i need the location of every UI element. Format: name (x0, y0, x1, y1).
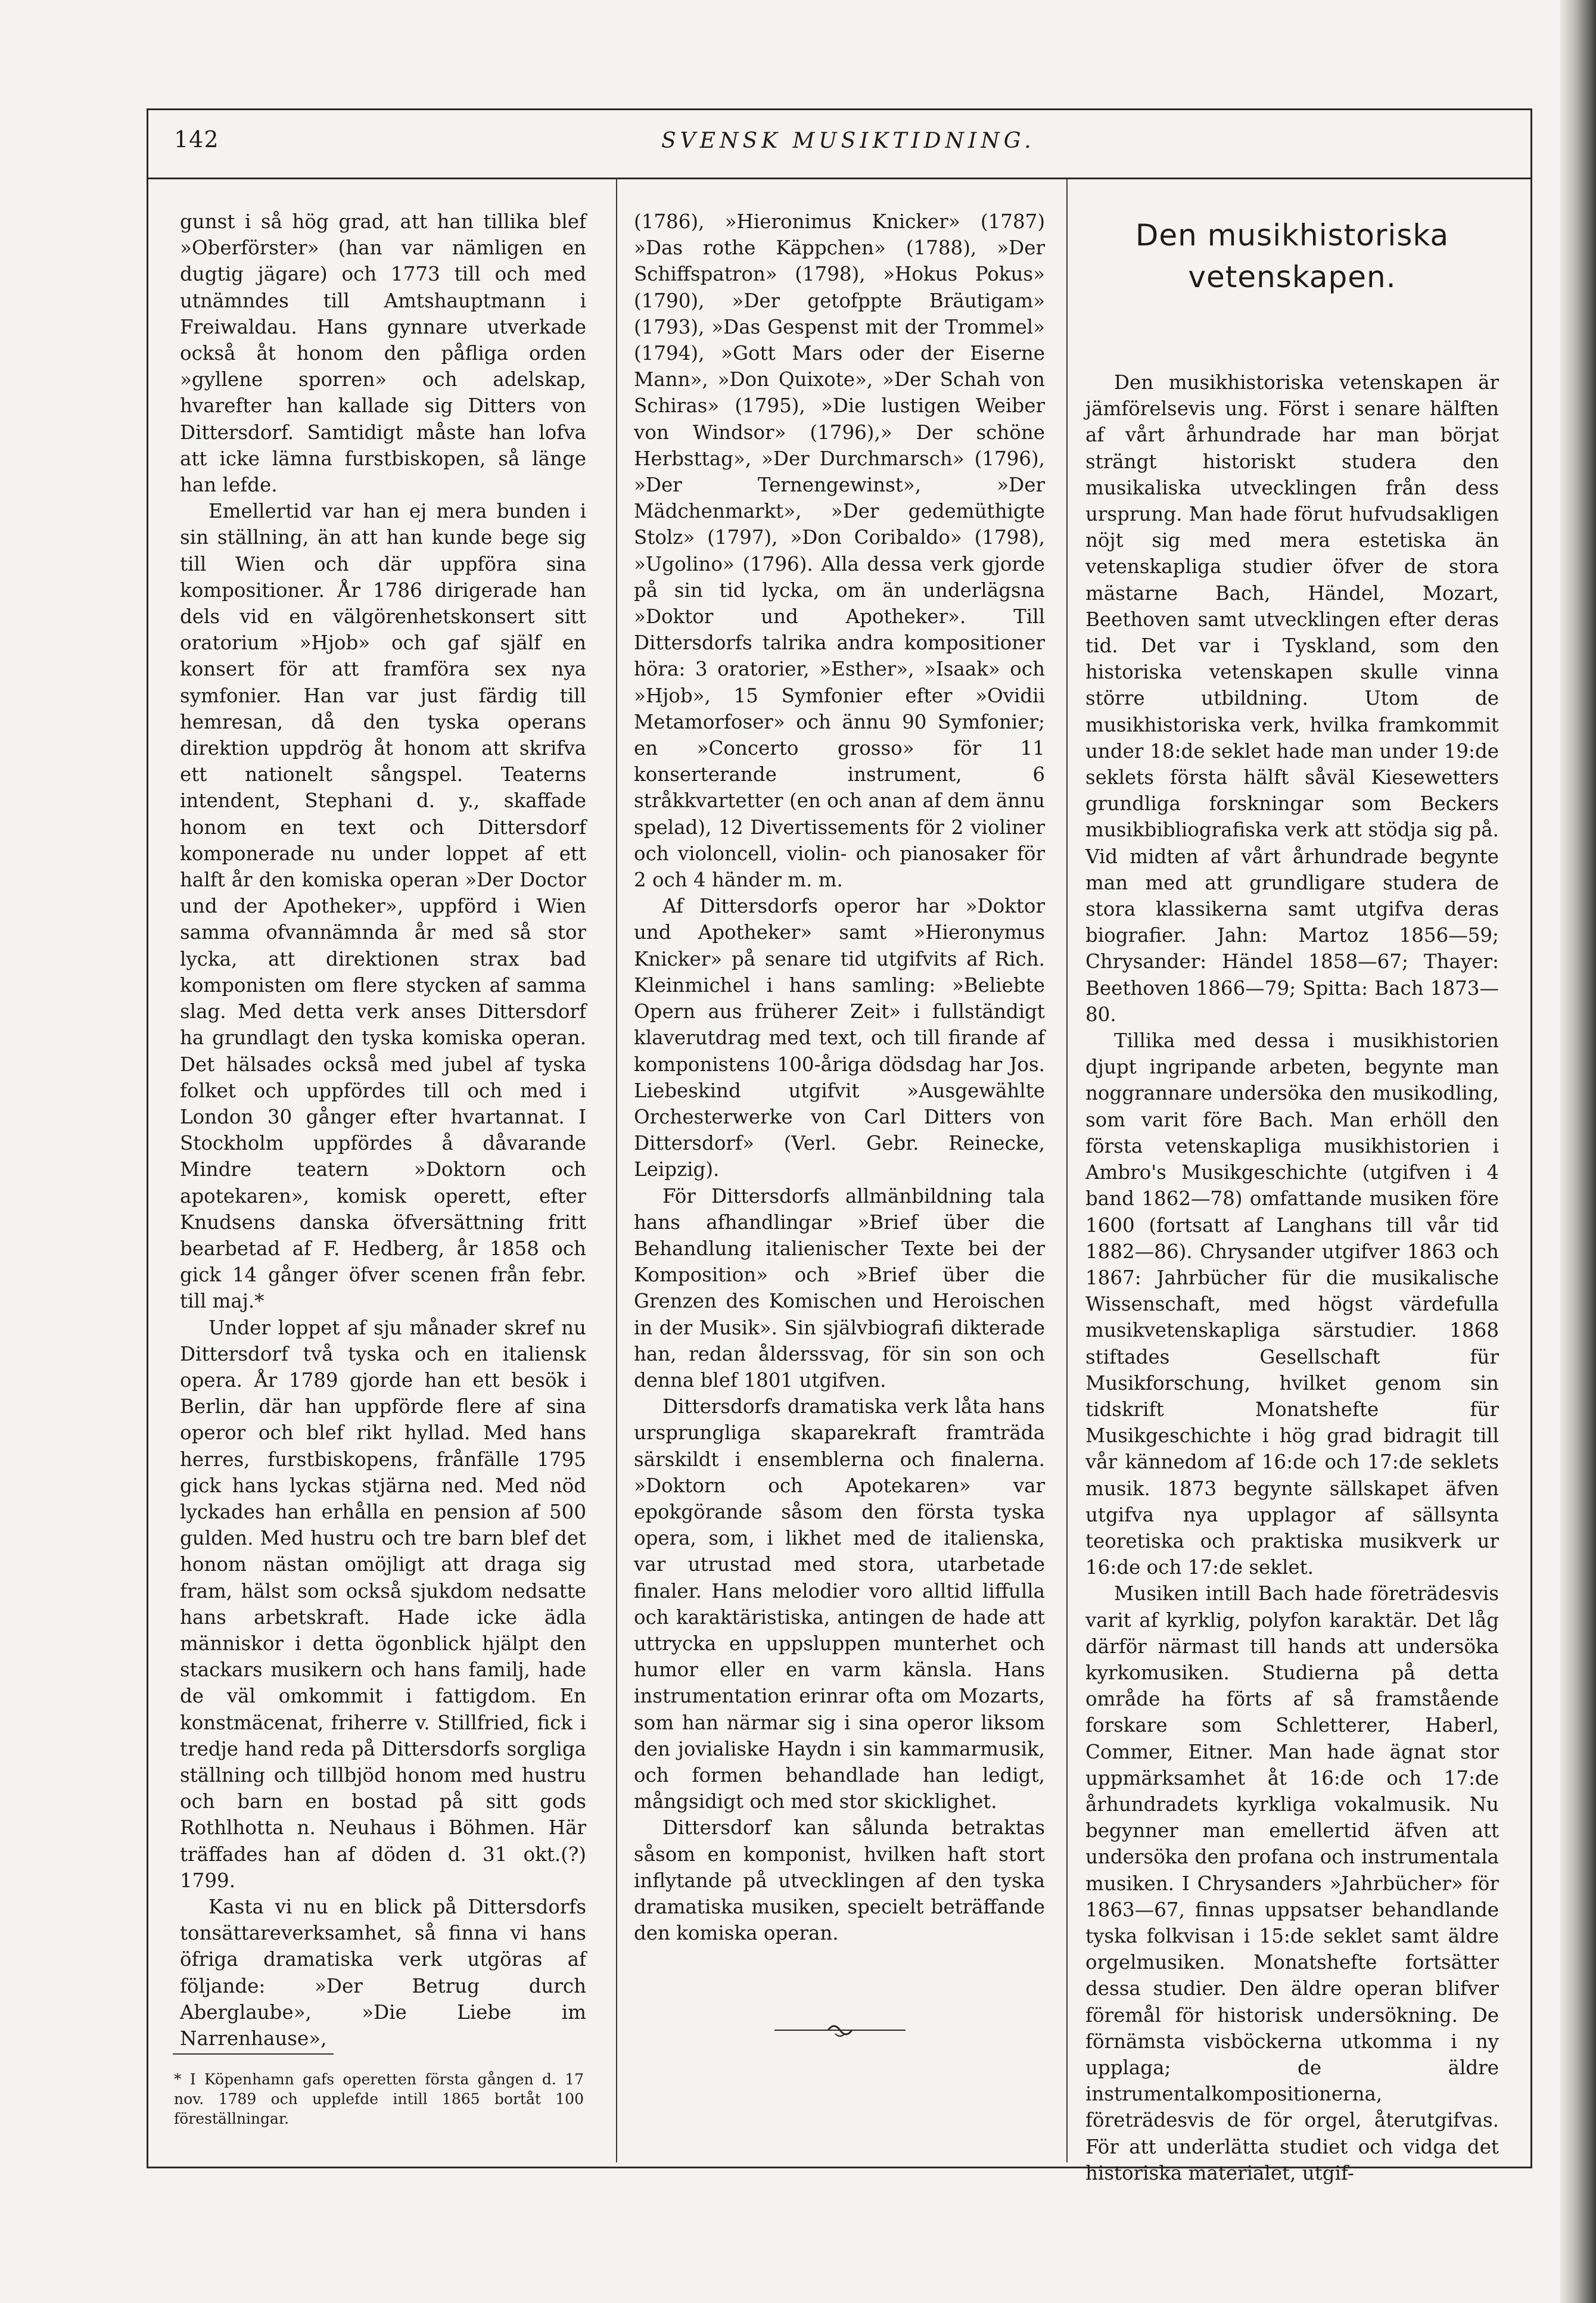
paragraph: Tillika med dessa i musikhistorien djupt ingripande arbeten, begynte man noggrannare undersöka den musikodling, som varit före Bach. Man erhöll den första vetenskapliga musikhistorien i Ambro's Musikgeschichte (utgifven i 4 band 1862—78) omfattande musiken före 1600 (fortsatt af Langhans till vår tid 1882—86). Chrysander utgifver 1863 och 1867: Jahrbücher für die musikalische Wissenschaft, med högst värdefulla musikvetenskapliga särstudier. 1868 stiftades Gesellschaft für Musikforschung, hvilket genom sin tidskrift Monatshefte für Musikgeschichte i hög grad bidragit till vår kännedom af 16:de och 17:de seklets musik. 1873 begynte sällskapet äfven utgifva nya upplagor af sällsynta teoretiska och praktiska musikverk ur 16:de och 17:de seklet. (1085, 1029, 1499, 1579)
paragraph: Under loppet af sju månader skref nu Dittersdorf två tyska och en italiensk opera. År 1789 gjorde han ett besök i Berlin, där han uppförde flere af sina operor och blef rikt hyllad. Med hans herres, furstbiskopens, frånfälle 1795 gick hans lyckas stjärna ned. Med nöd lyckades han erhålla en pension af 500 gulden. Med hustru och tre barn blef det honom nästan omöjligt att draga sig fram, hälst som också sjukdom nedsatte hans arbetskraft. Hade icke ädla människor i detta ögonblick hjälpt den stackars musikern och hans familj, hade de väl omkommit i fattigdom. En konstmäcenat, friherre v. Stillfried, fick i tredje hand reda på Dittersdorfs sorgliga ställning och tillbjöd honom med hustru och barn en bostad på sitt gods Rothlhotta n. Neuhaus i Böhmen. Här träffades han af döden d. 31 okt.(?) 1799. (180, 1316, 586, 1892)
column-1 (180, 208, 586, 2052)
paragraph: Dittersdorfs dramatiska verk låta hans ursprungliga skaparekraft framträda särskildt i ensemblerna och finalerna. »Doktorn och Apotekaren» var epokgörande såsom den första tyska opera, som, i likhet med de italienska, var utrustad med stora, utarbetade finaler. Hans melodier voro alltid liffulla och karaktäristiska, antingen de hade att uttrycka en uppsluppen munterhet och humor eller en varm känsla. Hans instrumentation erinrar ofta om Mozarts, som han närmar sig i sina operor liksom den jovialiske Haydn i sin kammarmusik, och formen behandlade han ledigt, mångsidigt och med stor skicklighet. (634, 1395, 1045, 1813)
header-rule (147, 178, 1532, 179)
footnote-rule (173, 2053, 334, 2055)
paragraph: Den musikhistoriska vetenskapen är jämförelsevis ung. Först i senare hälften af vårt århundrade har man börjat strängt historiskt studera den musikaliska utvecklingen från dess ursprung. Man hade förut hufvudsakligen nöjt sig med mera estetiska än vetenskapliga studier öfver de stora mästarne Bach, Händel, Mozart, Beethoven samt utvecklingen efter deras tid. Det var i Tyskland, som den historiska vetenskapen skulle vinna större utbildning. Utom de musikhistoriska verk, hvilka framkommit under 18:de seklet hade man under 19:de seklets första hälft såväl Kiesewetters grundliga forskningar som Beckers musikbibliografiska verk att stödja sig på. Vid midten af vårt århundrade begynte man med att grundligare studera de stora klassikerna samt utgifva deras biografier. Jahn: Martoz 1856—59; Chrysander: Händel 1858—67; Thayer: Beethoven 1866—79; Spitta: Bach 1873—80. (1085, 371, 1499, 1026)
column-2 (634, 208, 1045, 1946)
running-head: SVENSK MUSIKTIDNING. (661, 129, 1035, 153)
ornament-flourish-icon (769, 2019, 911, 2043)
column-divider-1 (616, 179, 617, 2162)
paragraph: Dittersdorf kan sålunda betraktas såsom en komponist, hvilken haft stort inflytande på utvecklingen af den tyska dramatiska musiken, specielt beträffande den komiska operan. (634, 1816, 1045, 1945)
column-divider-2 (1066, 179, 1068, 2162)
paragraph: Musiken intill Bach hade företrädesvis varit af kyrklig, polyfon karaktär. Det låg därför närmast till hands att undersöka kyrkomusiken. Studierna på detta område ha förts af så framstående forskare som Schletterer, Haberl, Commer, Eitner. Man hade ägnat stor uppmärksamhet åt 16:de och 17:de århundradets kyrkliga vokalmusik. Nu begynner man emellertid äfven att undersöka den profana och instrumentala musiken. I Chrysanders »Jahrbücher» för 1863—67, finnas uppsatser behandlande tyska folkvisan i 15:de seklet samt äldre orgelmusiken. Monatshefte fortsätter dessa studier. Den äldre operan blifver föremål för historisk undersökning. De förnämsta visböckerna utkomma i ny upplaga; de äldre instrumentalkompositionerna, företrädesvis de för orgel, återutgifvas. För att underlätta studiet och vidga det historiska materialet, utgif- (1085, 1582, 1499, 2184)
article-title: Den musikhistoriska vetenskapen. (1135, 218, 1449, 294)
paragraph: Kasta vi nu en blick på Dittersdorfs tonsättareverksamhet, så finna vi hans öfriga dramatiska verk utgöras af följande: »Der Betrug durch Aberglaube», »Die Liebe im Narrenhause», (180, 1896, 586, 2050)
scan-edge-shadow (1560, 0, 1596, 2303)
page-number: 142 (174, 126, 219, 153)
paragraph: Emellertid var han ej mera bunden i sin ställning, än att han kunde bege sig till Wien och där uppföra sina kompositioner. År 1786 dirigerade han dels vid en välgörenhetskonsert sitt oratorium »Hjob» och gaf själf en konsert för att framföra sex nya symfonier. Han var just färdig till hemresan, då den tyska operans direktion uppdrög åt honom att skrifva ett nationelt sångspel. Teaterns intendent, Stephani d. y., skaffade honom en text och Dittersdorf komponerade nu under loppet af ett halft år den komiska operan »Der Doctor und der Apotheker», uppförd i Wien samma ofvannämnda år med så stor lycka, att direktionen strax bad komponisten om flere stycken af samma slag. Med detta verk anses Dittersdorf ha grundlagt den tyska komiska operan. Det hälsades också med jubel af tyska folket och uppfördes till och med i London 30 gånger efter hvartannat. I Stockholm uppfördes å dåvarande Mindre teatern »Doktorn och apotekaren», komisk operett, efter Knudsens danska öfversättning fritt bearbetad af F. Hedberg, år 1858 och gick 14 gånger öfver scenen från febr. till maj.* (180, 500, 586, 1313)
paragraph: Af Dittersdorfs operor har »Doktor und Apotheker» samt »Hieronymus Knicker» på senare tid utgifvits af Rich. Kleinmichel i hans samling: »Beliebte Opern aus früherer Zeit» i fullständigt klaverutdrag med text, och till firande af komponistens 100-åriga dödsdag har Jos. Liebeskind utgifvit »Ausgewählte Orchesterwerke von Carl Ditters von Dittersdorf» (Verl. Gebr. Reinecke, Leipzig). (634, 895, 1045, 1181)
paragraph: (1786), »Hieronimus Knicker» (1787) »Das rothe Käppchen» (1788), »Der Schiffspatron» (1798), »Hokus Pokus» (1790), »Der getofppte Bräutigam» (1793), »Das Gespenst mit der Trommel» (1794), »Gott Mars oder der Eiserne Mann», »Don Quixote», »Der Schah von Schiras» (1795), »Die lustigen Weiber von Windsor» (1796),» Der schöne Herbsttag», »Der Durchmarsch» (1796), »Der Ternengewinst», »Der Mädchenmarkt», »Der gedemüthigte Stolz» (1797), »Don Coribaldo» (1798), »Ugolino» (1796). Alla dessa verk gjorde på sin tid lycka, om än underlägsna »Doktor und Apotheker». Till Dittersdorfs talrika andra kompositioner höra: 3 oratorier, »Esther», »Isaak» och »Hjob», 15 Symfonier efter »Ovidii Metamorfoser» och ännu 90 Symfonier; en »Concerto grosso» för 11 konserterande instrument, 6 stråkkvartetter (en och anan af dem ännu spelad), 12 Divertissements för 2 violiner och violoncell, violin- och pianosaker för 2 och 4 händer m. m. (634, 210, 1045, 892)
paragraph: För Dittersdorfs allmänbildning tala hans afhandlingar »Brief über die Behandlung italienischer Texte bei der Komposition» och »Brief über die Grenzen des Komischen und Heroischen in der Musik». Sin självbiografi dikterade han, redan ålderssvag, för sin son och denna blef 1801 utgifven. (634, 1184, 1045, 1392)
footnote-text: * I Köpenhamn gafs operetten första gången d. 17 nov. 1789 och upplefde intill 1865 bortåt 100 föreställningar. (174, 2071, 584, 2127)
paragraph: gunst i så hög grad, att han tillika blef »Oberförster» (han var nämligen en dugtig jägare) och 1773 till och med utnämndes till Amtshauptmann i Freiwaldau. Hans gynnare utverkade också åt honom den påfliga orden »gyllene sporren» och adelskap, hvarefter han kallade sig Ditters von Dittersdorf. Samtidigt måste han lofva att icke lämna furstbiskopen, så länge han lefde. (180, 210, 586, 497)
column-3 (1085, 369, 1499, 2186)
footnote (174, 2069, 584, 2128)
